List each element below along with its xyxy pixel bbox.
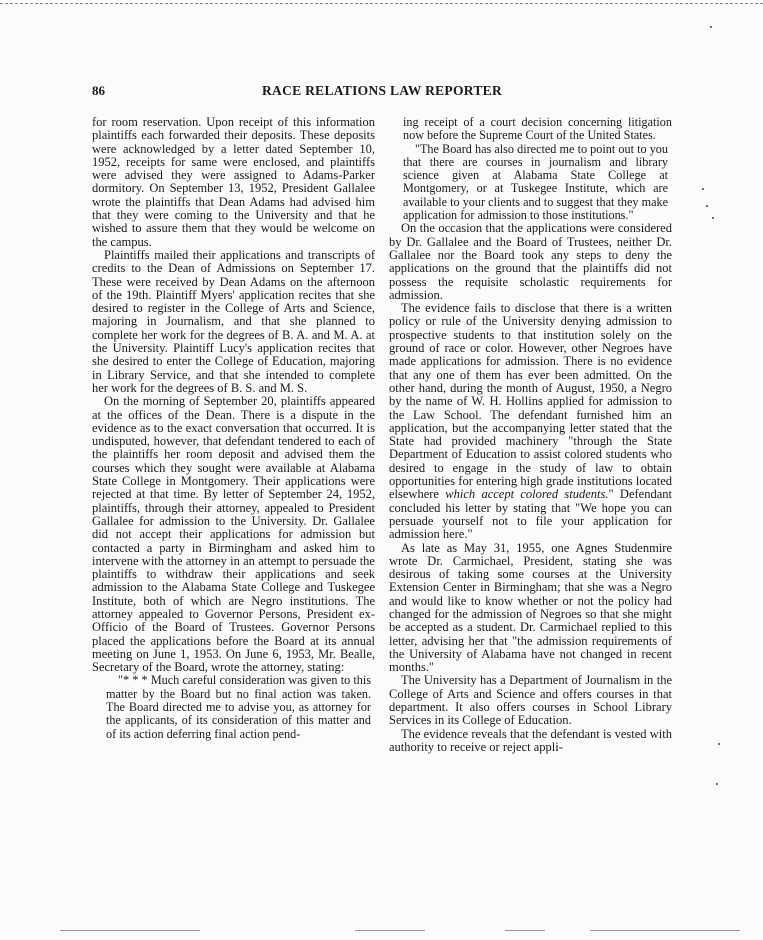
scan-border-bottom xyxy=(355,930,425,931)
page-header xyxy=(92,83,672,99)
paragraph: The University has a Department of Journalism in the College of Arts and Science and offers courses in that department. It also offers courses in School Library Services in its College of Education. xyxy=(389,673,672,728)
scan-speck xyxy=(710,26,712,28)
block-quote: "* * * Much careful consideration was given to this matter by the Board but no final action was taken. The Board directed me to advise you, as attorney for the applicants, of its consideration of this matter and of its action deferring final action pend- xyxy=(106,673,371,741)
right-column xyxy=(389,116,672,754)
scan-border-bottom xyxy=(60,930,200,931)
scan-speck xyxy=(702,188,704,190)
scan-speck xyxy=(712,217,714,219)
paragraph: for room reservation. Upon receipt of this information plaintiffs each forwarded their deposits. These deposits were acknowledged by a letter dated September 10, 1952, receipts for same were enclosed, and plaintiffs were advised they were assigned to Adams-Parker dormitory. On September 13, 1952, President Gallalee wrote the plaintiffs that Dean Adams had advised him that they were coming to the University and that he wished to assure them that they would be welcome on the campus. xyxy=(92,115,375,249)
scan-speck xyxy=(718,743,720,745)
block-quote: "The Board has also directed me to point out to you that there are courses in journalism and library science given at Alabama State College at Montgomery, or at Tuskegee Institute, which are available to your clients and to suggest that they make application for admission to those institutions." xyxy=(403,141,668,223)
paragraph-text: " Defendant concluded his letter by stating that "We hope you can persuade yourself not to file your application for admission here." xyxy=(389,487,672,542)
scan-border-top xyxy=(0,3,763,4)
paragraph: The evidence reveals that the defendant is vested with authority to receive or reject appli- xyxy=(389,726,672,754)
paragraph: Plaintiffs mailed their applications and transcripts of credits to the Dean of Admissions on September 17. These were received by Dean Adams on the afternoon of the 19th. Plaintiff Myers' application recites that she desired to register in the College of Arts and Science, majoring in Journalism, and that she planned to complete her work for the degrees of B. A. and M. A. at the University. Plaintiff Lucy's application recites that she desired to enter the College of Education, majoring in Library Service, and that she intended to complete her work for the degrees of B. S. and M. S. xyxy=(92,247,375,395)
scan-speck xyxy=(716,783,718,785)
paragraph xyxy=(389,302,672,541)
emphasized-text: which accept colored students. xyxy=(445,487,609,502)
paragraph: On the morning of September 20, plaintiffs appeared at the offices of the Dean. There is a dispute in the evidence as to the exact conversation that occurred. It is undisputed, however, that defendant tendered to each of the plaintiffs her room deposit and advised them the courses which they sought were available at Alabama State College in Montgomery. Their applications were rejected at that time. By letter of September 24, 1952, plaintiffs, through their attorney, appealed to President Gallalee for admission to the University. Dr. Gallalee did not accept their applications for admission but contacted a party in Birmingham and asked him to intervene with the attorney in an attempt to persuade the plaintiffs to withdraw their applications and seek admission to the Alabama State College and Tuskegee Institute, both of which are Negro institutions. The attorney appealed to Governor Persons, President ex-Officio of the Board of Trustees. Governor Persons placed the applications before the Board at its annual meeting on June 1, 1953. On June 6, 1953, Mr. Bealle, Secretary of the Board, wrote the attorney, stating: xyxy=(92,394,375,675)
left-column xyxy=(92,116,375,741)
running-title: RACE RELATIONS LAW REPORTER xyxy=(261,83,503,98)
page-number: 86 xyxy=(92,83,105,98)
paragraph: As late as May 31, 1955, one Agnes Studenmire wrote Dr. Carmichael, President, stating she was desirous of taking some courses at the University Extension Center in Birmingham; that she was a Negro and would like to know whether or not the policy had changed for the admission of Negroes so that she might be accepted as a student. Dr. Carmichael replied to this letter, advising her that "the admission requirements of the University of Alabama have not changed in recent months." xyxy=(389,540,672,675)
paragraph: On the occasion that the applications were considered by Dr. Gallalee and the Board of Trustees, neither Dr. Gallalee nor the Board took any steps to deny the applications on the ground that the plaintiffs did not possess the requisite scholastic requirements for admission. xyxy=(389,221,672,302)
paragraph-text: The evidence fails to disclose that there is a written policy or rule of the University denying admission to prospective students to that institution solely on the ground of race or color. However, other Negroes have made applications for admission. There is no evidence that any one of them has ever been admitted. On the other hand, during the month of August, 1950, a Negro by the name of W. H. Hollins applied for admission to the Law School. The defendant furnished him an application, but the accompanying letter stated that the State had provided machinery "through the State Department of Education to assist colored students who desired to engage in the study of law to obtain opportunities for entering high grade institutions located elsewhere xyxy=(389,301,672,502)
scan-border-bottom xyxy=(590,930,740,931)
block-quote: ing receipt of a court decision concerning litigation now before the Supreme Court of the United States. xyxy=(403,115,672,143)
scan-speck xyxy=(706,205,708,207)
scan-border-bottom xyxy=(505,930,545,931)
